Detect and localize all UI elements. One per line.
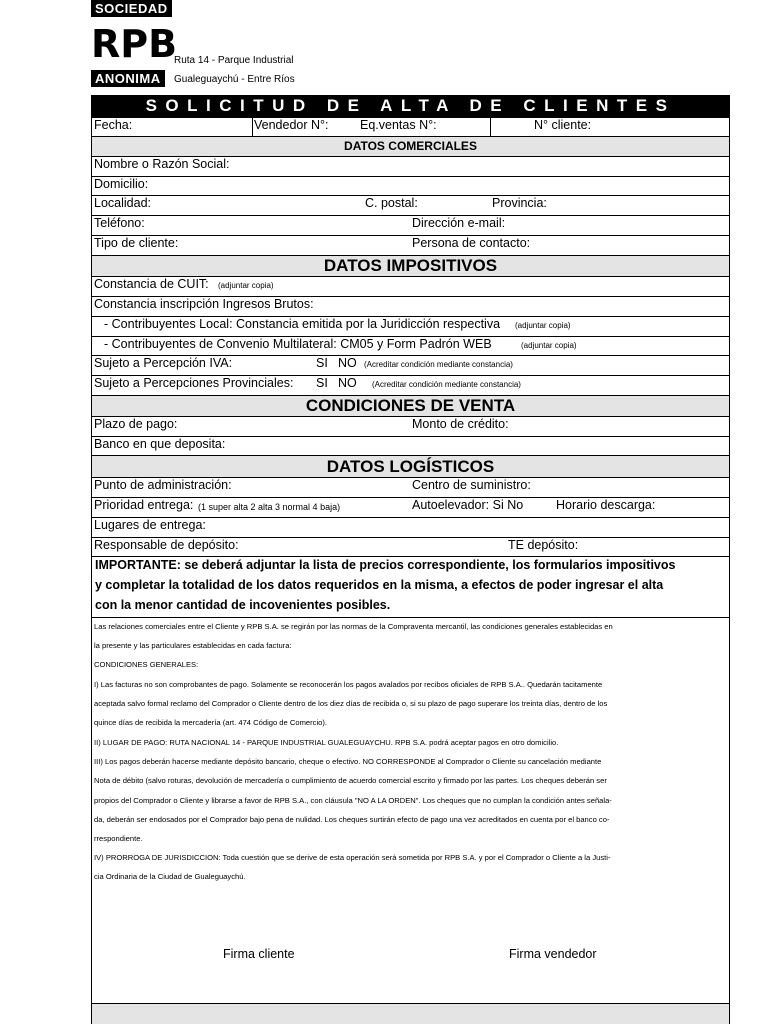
cuit-label: Constancia de CUIT: xyxy=(94,277,209,291)
fecha-label: Fecha: xyxy=(94,118,133,132)
section-condiciones-venta: CONDICIONES DE VENTA xyxy=(92,396,729,417)
row-nombre xyxy=(92,157,729,177)
domicilio-label: Domicilio: xyxy=(94,177,149,191)
monto-credito-label: Monto de crédito: xyxy=(412,417,509,431)
row-localidad xyxy=(92,196,729,216)
nombre-label: Nombre o Razón Social: xyxy=(94,157,230,171)
contrib-local-label: - Contribuyentes Local: Constancia emitida por la Juridicción respectiva xyxy=(104,317,501,331)
form-title: SOLICITUD DE ALTA DE CLIENTES xyxy=(92,95,729,118)
plazo-pago-label: Plazo de pago: xyxy=(94,417,178,431)
percepciones-provinciales-no[interactable]: NO xyxy=(338,376,357,390)
percepcion-iva-no[interactable]: NO xyxy=(338,356,357,370)
condiciones-line: Nota de débito (salvo roturas, devolución de mercadería o cumplimiento de acuerdo comercial escrito y firmado por las partes. Los cheques deberán ser xyxy=(94,776,607,785)
contrib-convenio-label: - Contribuyentes de Convenio Multilateral: CM05 y Form Padrón WEB xyxy=(104,337,492,351)
percepcion-iva-si[interactable]: SI xyxy=(316,356,328,370)
condiciones-generales xyxy=(92,617,729,897)
row-percepcion-iva xyxy=(92,356,729,376)
condiciones-line: da, deberán ser endosados por el Comprador bajo pena de nulidad. Los cheques surtirán efecto de pago una vez acreditados en cuenta por el banco co- xyxy=(94,815,610,824)
company-logo: RPB xyxy=(91,22,178,66)
centro-suministro-label: Centro de suministro: xyxy=(412,478,531,492)
address-line-2: Gualeguaychú - Entre Ríos xyxy=(174,74,295,85)
badge-anonima: ANONIMA xyxy=(91,70,165,87)
percepcion-iva-note: (Acreditar condición mediante constancia) xyxy=(364,360,513,369)
condiciones-line: Las relaciones comerciales entre el Cliente y RPB S.A. se regirán por las normas de la Compraventa mercantil, las condiciones generales establecidas en xyxy=(94,622,613,631)
percepciones-provinciales-label: Sujeto a Percepciones Provinciales: xyxy=(94,376,294,390)
condiciones-line: propios del Comprador o Cliente y librarse a favor de RPB S.A., con cláusula "NO A LA ORDEN". Los cheques que no cumplan la condición antes señala- xyxy=(94,796,612,805)
persona-contacto-label: Persona de contacto: xyxy=(412,236,531,250)
section-datos-comerciales: DATOS COMERCIALES xyxy=(92,137,729,157)
condiciones-line: quince días de recibida la mercadería (art. 474 Código de Comercio). xyxy=(94,718,327,727)
email-label: Dirección e-mail: xyxy=(412,216,506,230)
condiciones-line: rrespondiente. xyxy=(94,834,143,843)
row-header-fields xyxy=(92,118,729,137)
row-iibb xyxy=(92,297,729,317)
condiciones-line: III) Los pagos deberán hacerse mediante depósito bancario, cheque o efectivo. NO CORRESPONDE al Comprador o Cliente su cancelación mediante xyxy=(94,757,602,766)
firma-cliente: Firma cliente xyxy=(223,947,295,961)
importante-line: IMPORTANTE: se deberá adjuntar la lista de precios correspondiente, los formularios impositivos xyxy=(95,558,676,572)
te-deposito-label: TE depósito: xyxy=(508,538,579,552)
eqventas-label: Eq.ventas N°: xyxy=(360,118,437,132)
row-punto-administracion xyxy=(92,478,729,498)
row-contrib-convenio xyxy=(92,337,729,356)
badge-sociedad: SOCIEDAD xyxy=(91,0,172,17)
condiciones-line: cia Ordinaria de la Ciudad de Gualeguaychú. xyxy=(94,872,246,881)
prioridad-entrega-label: Prioridad entrega: xyxy=(94,498,194,512)
condiciones-line: I) Las facturas no son comprobantes de pago. Solamente se reconocerán los pagos avalados por recibos oficiales de RPB S.A.. Quedarán tacitamente xyxy=(94,680,603,689)
row-responsable-deposito xyxy=(92,538,729,557)
tipo-cliente-label: Tipo de cliente: xyxy=(94,236,179,250)
divider xyxy=(490,118,491,136)
divider xyxy=(252,118,253,136)
contrib-local-note: (adjuntar copia) xyxy=(515,321,571,330)
row-cuit xyxy=(92,277,729,297)
lugares-entrega-label: Lugares de entrega: xyxy=(94,518,206,532)
prioridad-entrega-note: (1 super alta 2 alta 3 normal 4 baja) xyxy=(198,502,341,512)
cpostal-label: C. postal: xyxy=(365,196,418,210)
banco-label: Banco en que deposita: xyxy=(94,437,226,451)
row-contrib-local xyxy=(92,317,729,337)
section-datos-impositivos: DATOS IMPOSITIVOS xyxy=(92,256,729,277)
punto-administracion-label: Punto de administración: xyxy=(94,478,232,492)
percepciones-provinciales-si[interactable]: SI xyxy=(316,376,328,390)
cliente-number-label: N° cliente: xyxy=(534,118,592,132)
provincia-label: Provincia: xyxy=(492,196,547,210)
percepcion-iva-label: Sujeto a Percepción IVA: xyxy=(94,356,233,370)
vendedor-label: Vendedor N°: xyxy=(254,118,329,132)
importante-block xyxy=(92,557,729,618)
iibb-label: Constancia inscripción Ingresos Brutos: xyxy=(94,297,314,311)
firma-vendedor: Firma vendedor xyxy=(509,947,597,961)
row-plazo-pago xyxy=(92,417,729,437)
row-percepciones-provinciales xyxy=(92,376,729,396)
address-line-1: Ruta 14 - Parque Industrial xyxy=(174,55,294,66)
row-banco xyxy=(92,437,729,456)
condiciones-line: la presente y las particulares establecidas en cada factura: xyxy=(94,641,292,650)
row-prioridad-entrega xyxy=(92,498,729,518)
condiciones-line: aceptada salvo formal reclamo del Comprador o Cliente dentro de los diez días de recibida o, si su plazo de pago superare los treinta días, dentro de los xyxy=(94,699,608,708)
condiciones-line: IV) PRORROGA DE JURISDICCION: Toda cuestión que se derive de esta operación será sometida por RPB S.A. y por el Comprador o Cliente a la Justi- xyxy=(94,853,611,862)
row-domicilio xyxy=(92,177,729,196)
footer-box xyxy=(92,1003,729,1024)
condiciones-line: CONDICIONES GENERALES: xyxy=(94,660,199,669)
cuit-note: (adjuntar copia) xyxy=(218,281,274,290)
importante-line: y completar la totalidad de los datos requeridos en la misma, a efectos de poder ingresar el alta xyxy=(95,578,664,592)
horario-descarga-label: Horario descarga: xyxy=(556,498,656,512)
contrib-convenio-note: (adjuntar copia) xyxy=(521,341,577,350)
importante-line: con la menor cantidad de incovenientes posibles. xyxy=(95,598,391,612)
condiciones-line: II) LUGAR DE PAGO: RUTA NACIONAL 14 - PARQUE INDUSTRIAL GUALEGUAYCHU. RPB S.A. podrá aceptar pagos en otro domicilio. xyxy=(94,738,559,747)
localidad-label: Localidad: xyxy=(94,196,151,210)
responsable-deposito-label: Responsable de depósito: xyxy=(94,538,239,552)
row-tipo-cliente xyxy=(92,236,729,256)
row-telefono xyxy=(92,216,729,236)
row-lugares-entrega xyxy=(92,518,729,538)
telefono-label: Teléfono: xyxy=(94,216,145,230)
client-registration-form xyxy=(91,95,730,1024)
section-datos-logisticos: DATOS LOGÍSTICOS xyxy=(92,456,729,478)
autoelevador-label: Autoelevador: Si No xyxy=(412,498,524,512)
percepciones-provinciales-note: (Acreditar condición mediante constancia) xyxy=(372,380,521,389)
